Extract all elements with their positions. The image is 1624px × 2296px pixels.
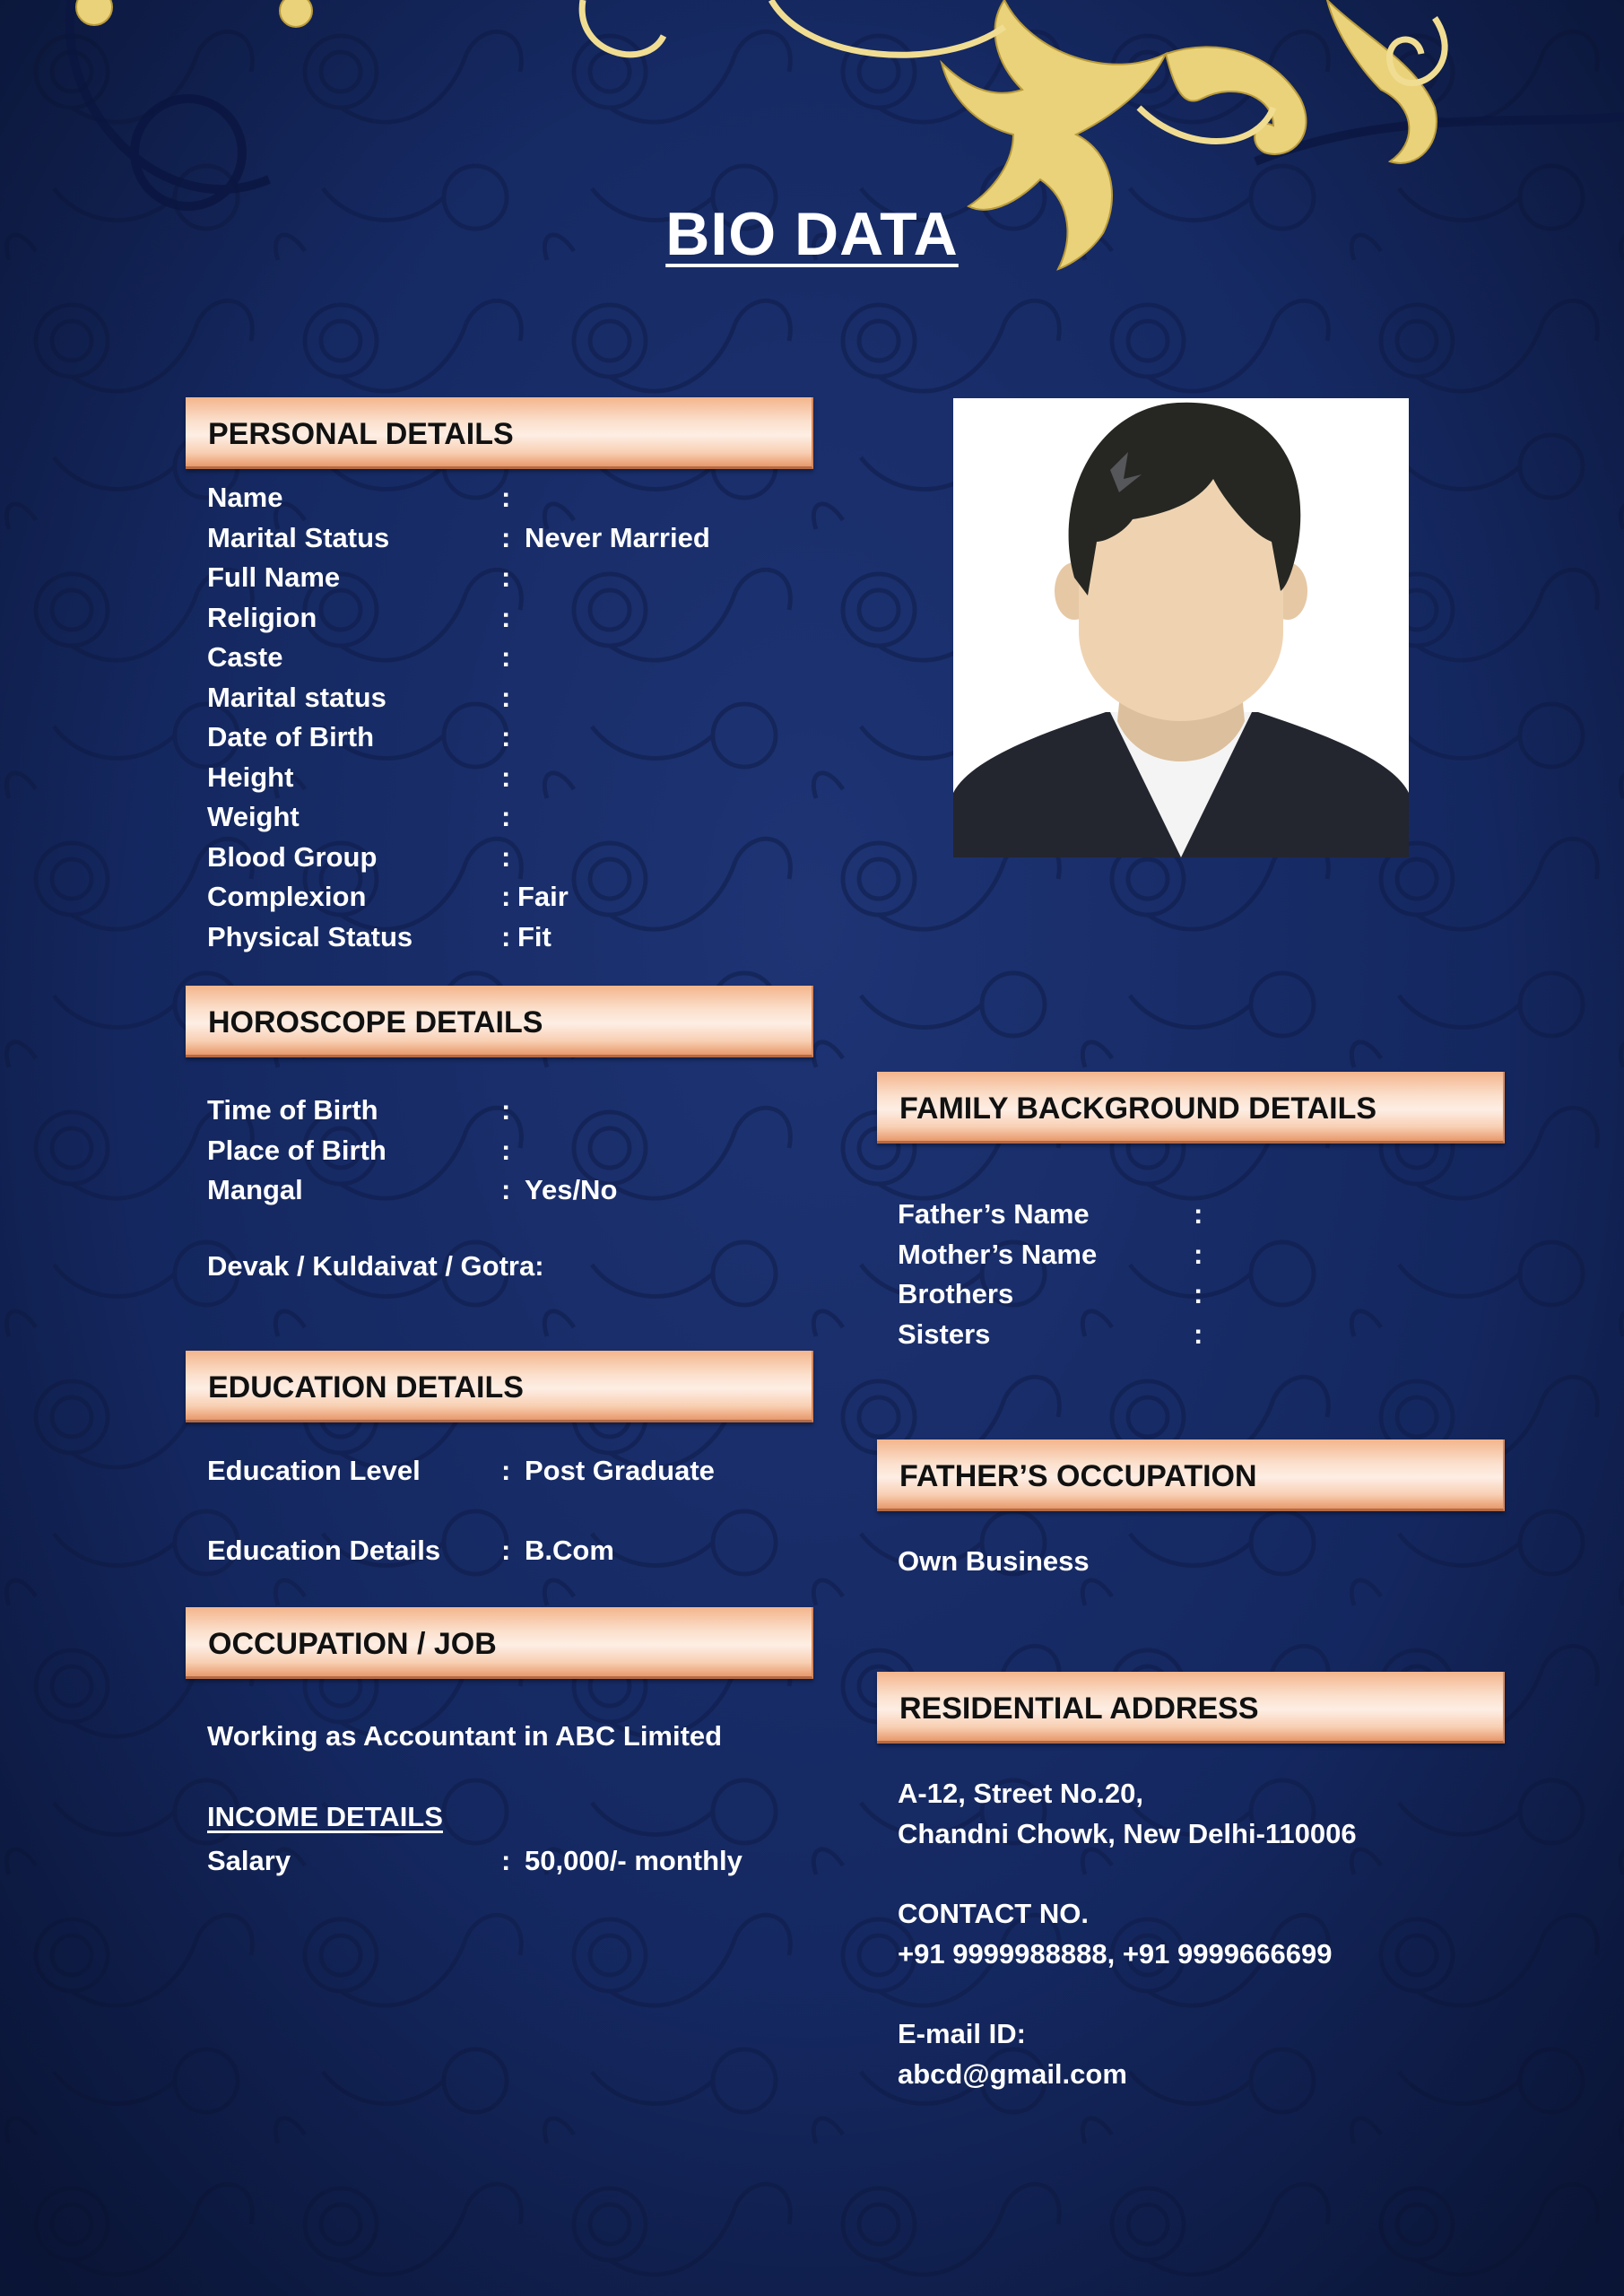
email-label: E-mail ID: [898,2018,1026,2049]
row-label: Blood Group [207,840,378,873]
row-separator: : [501,881,511,912]
row-separator: : [1194,1318,1203,1350]
page-title: BIO DATA [665,200,959,268]
row-separator: : [501,681,511,713]
row-label: Mangal [207,1174,303,1205]
row-separator: : [501,521,511,553]
row-separator: : [501,561,511,593]
row-label: Salary [207,1845,291,1876]
row-value: Fair [517,881,569,912]
row-separator: : [501,482,511,513]
row-separator: : [501,920,511,952]
row-separator: : [1194,1198,1203,1230]
row-label: Education Details [207,1535,441,1566]
row-separator: : [501,1134,511,1166]
fathers-occupation-text: Own Business [898,1545,1090,1577]
avatar-placeholder-icon [953,398,1409,857]
income-details-title: INCOME DETAILS [207,1801,443,1832]
education-details-header: EDUCATION DETAILS [186,1351,813,1422]
gotra-label: Devak / Kuldaivat / Gotra: [207,1250,544,1282]
row-label: Marital status [207,681,386,713]
row-separator: : [501,721,511,752]
family-background-header: FAMILY BACKGROUND DETAILS [877,1072,1505,1144]
row-label: Sisters [898,1318,991,1350]
row-label: Height [207,761,294,793]
row-label: Religion [207,601,317,633]
row-separator: : [501,641,511,673]
row-label: Marital Status [207,521,390,553]
row-label: Place of Birth [207,1134,386,1166]
occupation-header: OCCUPATION / JOB [186,1607,813,1679]
row-label: Date of Birth [207,721,374,752]
row-label: Weight [207,801,300,832]
row-value: B.Com [525,1535,614,1566]
address-line-2: Chandni Chowk, New Delhi-110006 [898,1818,1357,1849]
row-separator: : [501,840,511,873]
occupation-text: Working as Accountant in ABC Limited [207,1720,723,1752]
row-separator: : [501,801,511,832]
row-separator: : [501,761,511,793]
residential-address-header: RESIDENTIAL ADDRESS [877,1672,1505,1744]
row-label: Mother’s Name [898,1238,1098,1270]
row-label: Full Name [207,561,341,593]
row-label: Education Level [207,1455,421,1486]
row-label: Physical Status [207,920,413,952]
row-label: Time of Birth [207,1094,378,1126]
row-separator: : [501,1535,511,1566]
address-line-1: A-12, Street No.20, [898,1778,1143,1809]
row-value: Yes/No [525,1174,618,1205]
row-separator: : [501,1174,511,1205]
row-value: 50,000/- monthly [525,1845,743,1876]
profile-photo [953,398,1409,857]
row-label: Complexion [207,881,367,912]
row-value: Fit [517,920,551,952]
personal-details-header: PERSONAL DETAILS [186,397,813,469]
row-value: Never Married [525,521,710,553]
row-label: Name [207,482,283,513]
row-separator: : [501,601,511,633]
row-separator: : [501,1845,511,1876]
row-separator: : [1194,1278,1203,1309]
row-value: Post Graduate [525,1455,715,1486]
row-label: Caste [207,641,283,673]
row-label: Father’s Name [898,1198,1090,1230]
horoscope-details-header: HOROSCOPE DETAILS [186,986,813,1057]
fathers-occupation-header: FATHER’S OCCUPATION [877,1439,1505,1511]
email-value: abcd@gmail.com [898,2058,1127,2090]
row-separator: : [501,1094,511,1126]
row-separator: : [501,1455,511,1486]
contact-value: +91 9999988888, +91 9999666699 [898,1938,1333,1970]
row-label: Brothers [898,1278,1014,1309]
row-separator: : [1194,1238,1203,1270]
contact-label: CONTACT NO. [898,1898,1089,1929]
